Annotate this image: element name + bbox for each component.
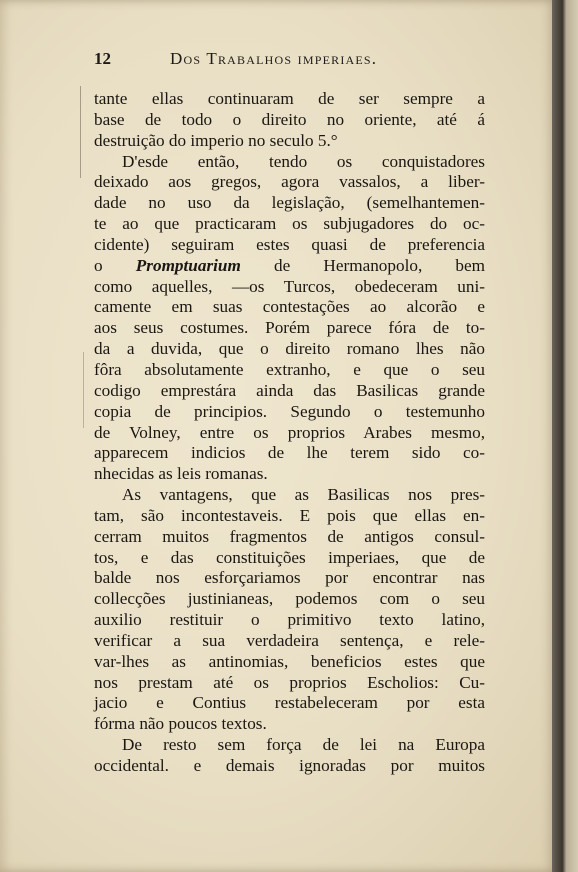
text-line: cidente) seguiram estes quasi de preferencia [94, 234, 485, 254]
page-number: 12 [94, 49, 111, 68]
text-line: fórma não poucos textos. [94, 714, 267, 734]
text-line: jacio e Contius restabeleceram por esta [94, 693, 485, 713]
text-line: o Promptuarium de Hermanopolo, bem [94, 255, 486, 275]
text-line: auxilio restituir o primitivo texto latino, [94, 610, 485, 630]
text-line: nhecidas as leis romanas. [94, 464, 268, 484]
text-line: fôra absolutamente extranho, e que o seu [94, 359, 485, 379]
text-line: verificar a sua verdadeira sentença, e rele- [94, 630, 485, 650]
text-line: aos seus costumes. Porém parece fóra de to- [94, 318, 485, 338]
text-line: copia de principios. Segundo o testemunho [94, 401, 485, 421]
text-line: nos prestam até os proprios Escholios: Cu- [94, 672, 485, 692]
text-line: codigo emprestára ainda das Basilicas grande [94, 380, 485, 400]
margin-mark [83, 352, 84, 428]
text-line: De resto sem força de lei na Europa [122, 735, 485, 755]
text-line: tante ellas continuaram de ser sempre a [94, 89, 485, 108]
text-line: te ao que practicaram os subjugadores do oc- [94, 214, 485, 234]
text-line: occidental. e demais ignoradas por muitos [94, 756, 485, 775]
text-line: As vantagens, que as Basilicas nos pres- [122, 485, 485, 505]
text-line: base de todo o direito no oriente, até á [94, 109, 485, 129]
body-text [94, 89, 485, 777]
text-line: destruição do imperio no seculo 5.° [94, 130, 338, 150]
text-line: tos, e das constituições imperiaes, que de [94, 547, 485, 567]
text-line: de Volney, entre os proprios Arabes mesmo, [94, 422, 485, 442]
running-head: Dos Trabalhos imperiaes. [170, 49, 378, 68]
text-line: camente em suas contestações ao alcorão e [94, 297, 485, 317]
text-line: collecções justinianeas, podemos com o seu [94, 589, 485, 609]
text-line: cerram muitos fragmentos de antigos consul- [94, 526, 485, 546]
margin-mark [80, 86, 81, 178]
text-line: dade no uso da legislação, (semelhantemen- [94, 193, 485, 213]
text-line: deixado aos gregos, agora vassalos, a liber- [94, 172, 485, 192]
text-line: tam, são incontestaveis. E pois que ellas en- [94, 505, 485, 525]
book-edge [552, 0, 578, 872]
text-line: balde nos esforçariamos por encontrar nas [94, 568, 485, 588]
text-line: D'esde então, tendo os conquistadores [122, 151, 485, 171]
text-line: var-lhes as antinomias, beneficios estes que [94, 651, 485, 671]
text-line: da a duvida, que o direito romano lhes não [94, 339, 485, 359]
page-header [94, 49, 484, 71]
text-line: como aquelles, —os Turcos, obedeceram uni- [94, 276, 485, 296]
text-line: apparecem indicios de lhe terem sido co- [94, 443, 485, 463]
italic-title: Promptuarium [135, 255, 241, 275]
